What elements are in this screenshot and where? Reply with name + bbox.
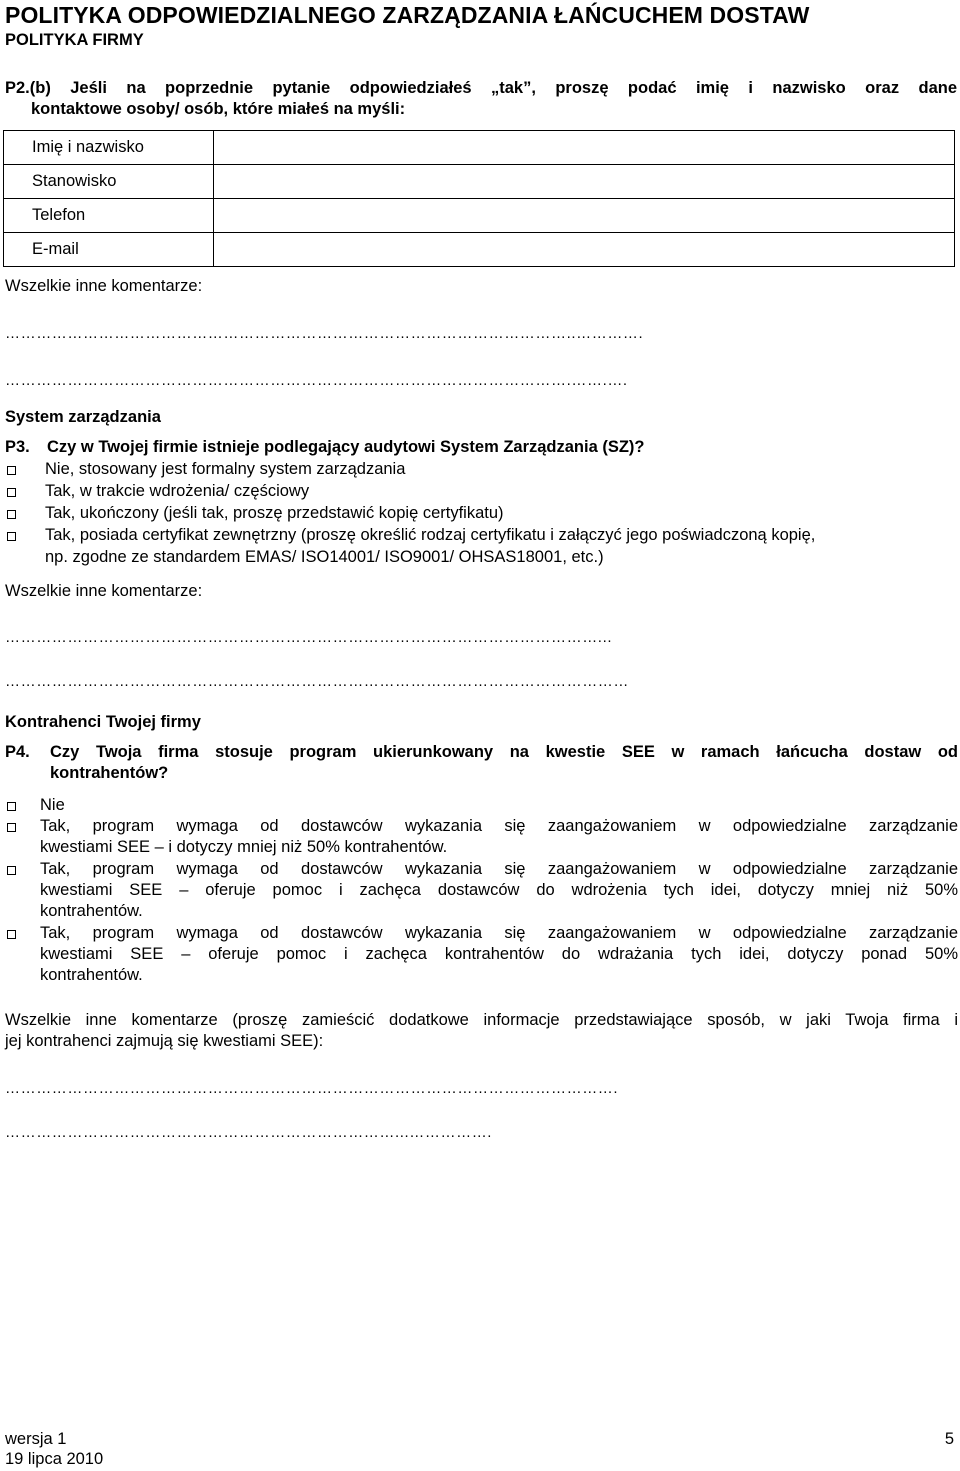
checkbox[interactable]	[7, 466, 16, 475]
p3-comments-line2[interactable]: …………………………………………………………………………………………………………	[5, 674, 629, 690]
checkbox[interactable]	[7, 930, 16, 939]
checkbox[interactable]	[7, 866, 16, 875]
p4-option-3-continued: kwestiami SEE – oferuje pomoc i zachęca dostawców do wdrożenia tych idei, dotyczy mniej niż 50%	[40, 881, 958, 899]
p4-option-no: Nie	[40, 796, 65, 814]
p3-option: Tak, ukończony (jeśli tak, proszę przedstawić kopię certyfikatu)	[45, 504, 504, 522]
p2b-question-line2: kontaktowe osoby/ osób, które miałeś na myśli:	[31, 100, 406, 118]
checkbox[interactable]	[7, 532, 16, 541]
p3-comments-label: Wszelkie inne komentarze:	[5, 582, 203, 600]
contact-name-field[interactable]	[214, 131, 955, 165]
p4-option-4-continued: kwestiami SEE – oferuje pomoc i zachęca kontrahentów do wdrażania tych idei, dotyczy ponad 50%	[40, 945, 958, 963]
p3-option-continued: np. zgodne ze standardem EMAS/ ISO14001/ ISO9001/ OHSAS18001, etc.)	[45, 548, 604, 566]
document-subtitle: POLITYKA FIRMY	[5, 31, 144, 49]
section-heading-contractors: Kontrahenci Twojej firmy	[5, 713, 201, 731]
document-title: POLITYKA ODPOWIEDZIALNEGO ZARZĄDZANIA ŁAŃCUCHEM DOSTAW	[5, 2, 810, 28]
checkbox[interactable]	[7, 488, 16, 497]
footer-version: wersja 1	[5, 1430, 67, 1448]
p4-option-4-continued: kontrahentów.	[40, 966, 143, 984]
footer-date: 19 lipca 2010	[5, 1450, 104, 1468]
p4-comments-line1[interactable]: ……………………………………………………………………………………………………….	[5, 1081, 619, 1097]
p4-option-4: Tak, program wymaga od dostawców wykazania się zaangażowaniem w odpowiedzialne zarządzanie	[40, 924, 958, 942]
p3-comments-line1[interactable]: ……………………………………………………………………………………………………...	[5, 630, 613, 646]
p4-question-line1: Czy Twoja firma stosuje program ukierunkowany na kwestie SEE w ramach łańcucha dostaw od	[50, 743, 958, 761]
table-row	[4, 131, 955, 165]
contact-position-field[interactable]	[214, 165, 955, 199]
p4-comments-label: Wszelkie inne komentarze (proszę zamieścić dodatkowe informacje przedstawiające sposób, w jaki Twoja firma i	[5, 1011, 958, 1029]
table-row	[4, 233, 955, 267]
p3-option: Tak, w trakcie wdrożenia/ częściowy	[45, 482, 310, 500]
p2b-comments-label: Wszelkie inne komentarze:	[5, 277, 203, 295]
contact-phone-field[interactable]	[214, 199, 955, 233]
p4-number: P4.	[5, 743, 30, 761]
checkbox[interactable]	[7, 510, 16, 519]
page-number: 5	[944, 1430, 954, 1448]
p3-question: Czy w Twojej firmie istnieje podlegający audytowi System Zarządzania (SZ)?	[47, 438, 645, 456]
p4-question-line2: kontrahentów?	[50, 764, 169, 782]
contact-phone-label: Telefon	[4, 199, 214, 233]
section-heading-system: System zarządzania	[5, 408, 161, 426]
contact-email-field[interactable]	[214, 233, 955, 267]
contact-table	[3, 130, 955, 267]
table-row	[4, 199, 955, 233]
checkbox[interactable]	[7, 802, 16, 811]
p4-comments-label-continued: jej kontrahenci zajmują się kwestiami SEE):	[5, 1032, 324, 1050]
p4-option-2: Tak, program wymaga od dostawców wykazania się zaangażowaniem w odpowiedzialne zarządzanie	[40, 817, 958, 835]
p2b-comments-line1[interactable]: ………………………………………………………………………………………………..………….	[5, 326, 644, 342]
p2b-comments-line2[interactable]: ……………………………………………………………………………………………….…….….	[5, 373, 628, 389]
contact-email-label: E-mail	[4, 233, 214, 267]
p4-comments-line2[interactable]: …………………………………………………………………...…………….	[5, 1125, 493, 1141]
p4-option-2-continued: kwestiami SEE – i dotyczy mniej niż 50% kontrahentów.	[40, 838, 448, 856]
p4-option-3-continued: kontrahentów.	[40, 902, 143, 920]
p3-option: Nie, stosowany jest formalny system zarządzania	[45, 460, 406, 478]
p4-option-3: Tak, program wymaga od dostawców wykazania się zaangażowaniem w odpowiedzialne zarządzanie	[40, 860, 958, 878]
table-row	[4, 165, 955, 199]
contact-name-label: Imię i nazwisko	[4, 131, 214, 165]
contact-position-label: Stanowisko	[4, 165, 214, 199]
p3-option: Tak, posiada certyfikat zewnętrzny (proszę określić rodzaj certyfikatu i załączyć jego poświadczoną kopię,	[45, 526, 816, 544]
p2b-question-line1: P2.(b) Jeśli na poprzednie pytanie odpowiedziałeś „tak”, proszę podać imię i nazwisko oraz dane	[5, 79, 957, 97]
checkbox[interactable]	[7, 823, 16, 832]
p3-number: P3.	[5, 438, 30, 456]
